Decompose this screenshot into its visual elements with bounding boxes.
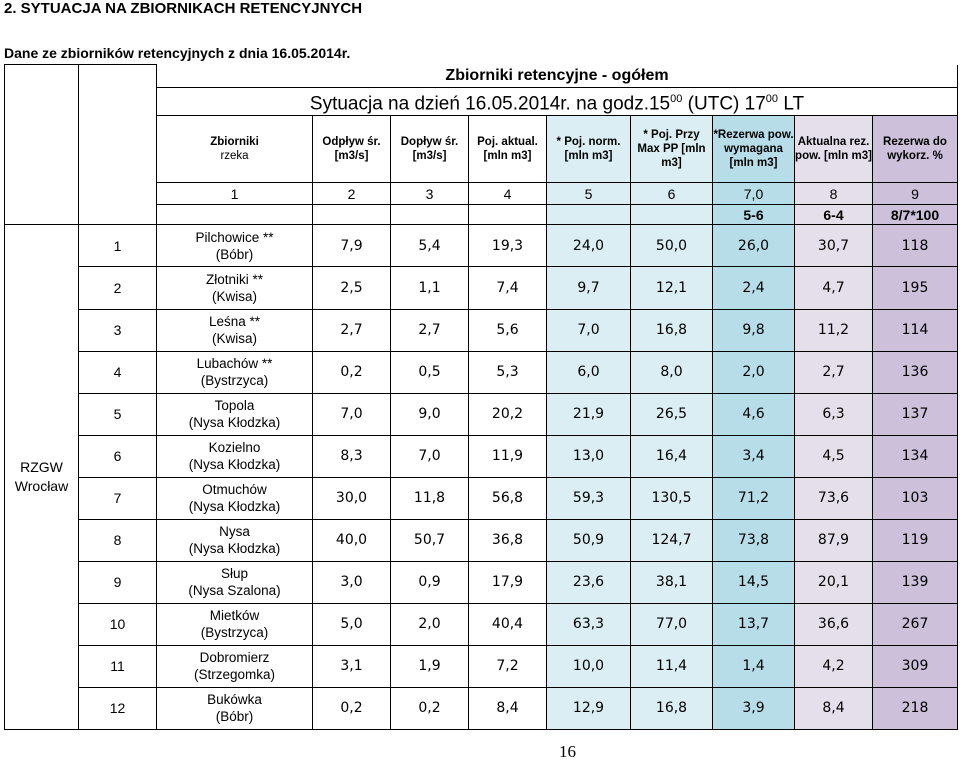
value-cell: 19,3 <box>469 225 547 267</box>
value-cell: 10,0 <box>547 645 631 687</box>
value-cell: 73,6 <box>795 477 873 519</box>
date-title-mid: (UTC) 17 <box>682 93 766 115</box>
page-number: 16 <box>559 742 576 761</box>
value-cell: 2,7 <box>391 309 469 351</box>
value-cell: 13,0 <box>547 435 631 477</box>
value-cell: 9,7 <box>547 267 631 309</box>
value-cell: 7,0 <box>391 435 469 477</box>
value-cell: 118 <box>873 225 958 267</box>
value-cell: 195 <box>873 267 958 309</box>
row-id: 11 <box>79 645 157 687</box>
value-cell: 8,0 <box>631 351 713 393</box>
value-cell: 7,4 <box>469 267 547 309</box>
region-cell: RZGW Wrocław <box>5 225 79 730</box>
reservoir-name: Nysa <box>219 524 250 540</box>
value-cell: 6,3 <box>795 393 873 435</box>
table-row <box>5 687 958 729</box>
formula-empty-b <box>79 205 157 225</box>
value-cell: 136 <box>873 351 958 393</box>
section-title: 2. SYTUACJA NA ZBIORNIKACH RETENCYJNYCH <box>4 0 363 17</box>
value-cell: 36,8 <box>469 519 547 561</box>
value-cell: 5,6 <box>469 309 547 351</box>
value-cell: 16,4 <box>631 435 713 477</box>
reservoir-table <box>4 64 957 730</box>
value-cell: 30,7 <box>795 225 873 267</box>
value-cell: 3,9 <box>713 687 795 729</box>
value-cell: 50,7 <box>391 519 469 561</box>
row-id: 8 <box>79 519 157 561</box>
reservoir-name-cell <box>157 477 313 519</box>
col-number-9: 9 <box>873 183 958 205</box>
value-cell: 20,1 <box>795 561 873 603</box>
value-cell: 21,9 <box>547 393 631 435</box>
value-cell: 17,9 <box>469 561 547 603</box>
reservoir-name-cell <box>157 519 313 561</box>
value-cell: 3,4 <box>713 435 795 477</box>
reservoir-name-cell <box>157 309 313 351</box>
table-row <box>5 267 958 309</box>
value-cell: 2,0 <box>391 603 469 645</box>
table-row <box>5 225 958 267</box>
header-rezerwa-wym: *Rezerwa pow. wymagana [mln m3] <box>713 116 795 183</box>
header-empty-b <box>79 65 157 205</box>
reservoir-river: (Bóbr) <box>215 246 254 262</box>
reservoir-name-cell <box>157 267 313 309</box>
value-cell: 40,4 <box>469 603 547 645</box>
formula-empty-c <box>157 205 313 225</box>
formula-empty-a <box>5 205 79 225</box>
date-title-suffix: LT <box>778 93 805 115</box>
date-title-sup1: 00 <box>670 93 683 106</box>
col-number-8: 8 <box>795 183 873 205</box>
formula-empty-d <box>313 205 391 225</box>
reservoir-name-cell <box>157 435 313 477</box>
value-cell: 4,5 <box>795 435 873 477</box>
value-cell: 0,2 <box>313 687 391 729</box>
value-cell: 50,0 <box>631 225 713 267</box>
value-cell: 63,3 <box>547 603 631 645</box>
row-id: 4 <box>79 351 157 393</box>
value-cell: 14,5 <box>713 561 795 603</box>
col-number-2: 2 <box>313 183 391 205</box>
value-cell: 8,4 <box>469 687 547 729</box>
header-poj-max: * Poj. Przy Max PP [mln m3] <box>631 116 713 183</box>
reservoir-name: Kozielno <box>208 440 261 456</box>
table-row <box>5 645 958 687</box>
row-id: 10 <box>79 603 157 645</box>
table-row <box>5 477 958 519</box>
header-zbiorniki <box>157 116 313 183</box>
value-cell: 11,9 <box>469 435 547 477</box>
value-cell: 3,0 <box>313 561 391 603</box>
row-id: 3 <box>79 309 157 351</box>
col-number-5: 5 <box>547 183 631 205</box>
value-cell: 124,7 <box>631 519 713 561</box>
value-cell: 7,0 <box>547 309 631 351</box>
value-cell: 309 <box>873 645 958 687</box>
value-cell: 16,8 <box>631 687 713 729</box>
reservoir-name: Mietków <box>209 608 260 624</box>
reservoir-name: Otmuchów <box>202 482 267 498</box>
value-cell: 4,2 <box>795 645 873 687</box>
data-subtitle: Dane ze zbiorników retencyjnych z dnia 16.05.2014r. <box>4 45 351 61</box>
table-date-title <box>157 88 958 116</box>
value-cell: 40,0 <box>313 519 391 561</box>
reservoir-river: (Nysa Kłodzka) <box>188 457 281 473</box>
reservoir-name-cell <box>157 561 313 603</box>
reservoir-name-cell <box>157 687 313 729</box>
formula-empty-h <box>631 205 713 225</box>
header-aktualna-rez: Aktualna rez. pow. [mln m3] <box>795 116 873 183</box>
row-id: 5 <box>79 393 157 435</box>
value-cell: 5,4 <box>391 225 469 267</box>
value-cell: 119 <box>873 519 958 561</box>
value-cell: 218 <box>873 687 958 729</box>
value-cell: 59,3 <box>547 477 631 519</box>
value-cell: 2,5 <box>313 267 391 309</box>
value-cell: 7,2 <box>469 645 547 687</box>
value-cell: 12,9 <box>547 687 631 729</box>
value-cell: 267 <box>873 603 958 645</box>
formula-empty-e <box>391 205 469 225</box>
value-cell: 0,9 <box>391 561 469 603</box>
table-row <box>5 351 958 393</box>
value-cell: 134 <box>873 435 958 477</box>
table-row <box>5 309 958 351</box>
value-cell: 71,2 <box>713 477 795 519</box>
reservoir-name: Lubachów ** <box>196 356 273 372</box>
header-odplyw: Odpływ śr. [m3/s] <box>313 116 391 183</box>
col-number-4: 4 <box>469 183 547 205</box>
reservoir-name: Dobromierz <box>199 650 270 666</box>
reservoir-name: Słup <box>220 566 249 582</box>
value-cell: 11,2 <box>795 309 873 351</box>
date-title-sup2: 00 <box>765 93 779 106</box>
table-row <box>5 603 958 645</box>
reservoir-river: (Nysa Kłodzka) <box>188 499 281 515</box>
reservoir-name: Bukówka <box>207 692 262 708</box>
table-row <box>5 561 958 603</box>
value-cell: 0,2 <box>313 351 391 393</box>
header-doplyw: Dopływ śr. [m3/s] <box>391 116 469 183</box>
value-cell: 12,1 <box>631 267 713 309</box>
value-cell: 20,2 <box>469 393 547 435</box>
value-cell: 103 <box>873 477 958 519</box>
value-cell: 7,9 <box>313 225 391 267</box>
row-id: 7 <box>79 477 157 519</box>
col-number-3: 3 <box>391 183 469 205</box>
formula-empty-g <box>547 205 631 225</box>
col-number-1: 1 <box>157 183 313 205</box>
date-title-text: Sytuacja na dzień 16.05.2014r. na godz.15 <box>309 93 671 115</box>
value-cell: 4,6 <box>713 393 795 435</box>
row-id: 2 <box>79 267 157 309</box>
value-cell: 130,5 <box>631 477 713 519</box>
value-cell: 2,7 <box>313 309 391 351</box>
value-cell: 24,0 <box>547 225 631 267</box>
reservoir-river: (Kwisa) <box>211 289 257 304</box>
value-cell: 1,4 <box>713 645 795 687</box>
reservoir-name-cell <box>157 225 313 267</box>
reservoir-river: (Kwisa) <box>211 331 257 347</box>
value-cell: 23,6 <box>547 561 631 603</box>
formula-rezerwa-wykorz: 8/7*100 <box>873 205 958 225</box>
value-cell: 1,1 <box>391 267 469 309</box>
reservoir-name: Złotniki ** <box>205 272 264 287</box>
col-number-6: 6 <box>631 183 713 205</box>
value-cell: 30,0 <box>313 477 391 519</box>
reservoir-river: (Strzegomka) <box>193 667 276 683</box>
value-cell: 36,6 <box>795 603 873 645</box>
value-cell: 16,8 <box>631 309 713 351</box>
value-cell: 137 <box>873 393 958 435</box>
value-cell: 2,0 <box>713 351 795 393</box>
value-cell: 6,0 <box>547 351 631 393</box>
row-id: 9 <box>79 561 157 603</box>
reservoir-name-cell <box>157 645 313 687</box>
value-cell: 5,3 <box>469 351 547 393</box>
value-cell: 56,8 <box>469 477 547 519</box>
value-cell: 114 <box>873 309 958 351</box>
value-cell: 77,0 <box>631 603 713 645</box>
value-cell: 38,1 <box>631 561 713 603</box>
col-number-7: 7,0 <box>713 183 795 205</box>
value-cell: 2,7 <box>795 351 873 393</box>
value-cell: 13,7 <box>713 603 795 645</box>
value-cell: 73,8 <box>713 519 795 561</box>
header-rzeka-label: rzeka <box>220 150 249 163</box>
reservoir-river: (Bóbr) <box>215 709 254 725</box>
value-cell: 9,8 <box>713 309 795 351</box>
value-cell: 7,0 <box>313 393 391 435</box>
header-zbiorniki-label: Zbiorniki <box>210 136 259 149</box>
value-cell: 0,5 <box>391 351 469 393</box>
row-id: 6 <box>79 435 157 477</box>
row-id: 12 <box>79 687 157 729</box>
value-cell: 8,4 <box>795 687 873 729</box>
reservoir-name: Leśna ** <box>208 314 261 330</box>
table-row <box>5 435 958 477</box>
reservoir-name-cell <box>157 393 313 435</box>
value-cell: 87,9 <box>795 519 873 561</box>
value-cell: 4,7 <box>795 267 873 309</box>
value-cell: 11,8 <box>391 477 469 519</box>
header-poj-norm: * Poj. norm. [mln m3] <box>547 116 631 183</box>
value-cell: 50,9 <box>547 519 631 561</box>
reservoir-name: Topola <box>214 398 255 414</box>
value-cell: 0,2 <box>391 687 469 729</box>
reservoir-river: (Nysa Szalona) <box>188 583 281 599</box>
value-cell: 2,4 <box>713 267 795 309</box>
value-cell: 26,5 <box>631 393 713 435</box>
formula-empty-f <box>469 205 547 225</box>
reservoir-name: Pilchowice ** <box>195 229 274 245</box>
value-cell: 9,0 <box>391 393 469 435</box>
header-rezerwa-wykorz: Rezerwa do wykorz. % <box>873 116 958 183</box>
reservoir-river: (Bystrzyca) <box>200 373 269 389</box>
value-cell: 8,3 <box>313 435 391 477</box>
reservoir-river: (Nysa Kłodzka) <box>188 415 281 431</box>
table-row <box>5 519 958 561</box>
table-row <box>5 393 958 435</box>
reservoir-name-cell <box>157 603 313 645</box>
formula-aktualna-rez: 6-4 <box>795 205 873 225</box>
value-cell: 26,0 <box>713 225 795 267</box>
header-poj-aktual: Poj. aktual. [mln m3] <box>469 116 547 183</box>
row-id: 1 <box>79 225 157 267</box>
table-title: Zbiorniki retencyjne - ogółem <box>157 65 958 88</box>
value-cell: 5,0 <box>313 603 391 645</box>
reservoir-river: (Bystrzyca) <box>200 625 269 641</box>
value-cell: 11,4 <box>631 645 713 687</box>
value-cell: 1,9 <box>391 645 469 687</box>
reservoir-river: (Nysa Kłodzka) <box>188 541 281 557</box>
header-empty-a <box>5 65 79 205</box>
formula-rezerwa-wym: 5-6 <box>713 205 795 225</box>
value-cell: 139 <box>873 561 958 603</box>
reservoir-name-cell <box>157 351 313 393</box>
value-cell: 3,1 <box>313 645 391 687</box>
